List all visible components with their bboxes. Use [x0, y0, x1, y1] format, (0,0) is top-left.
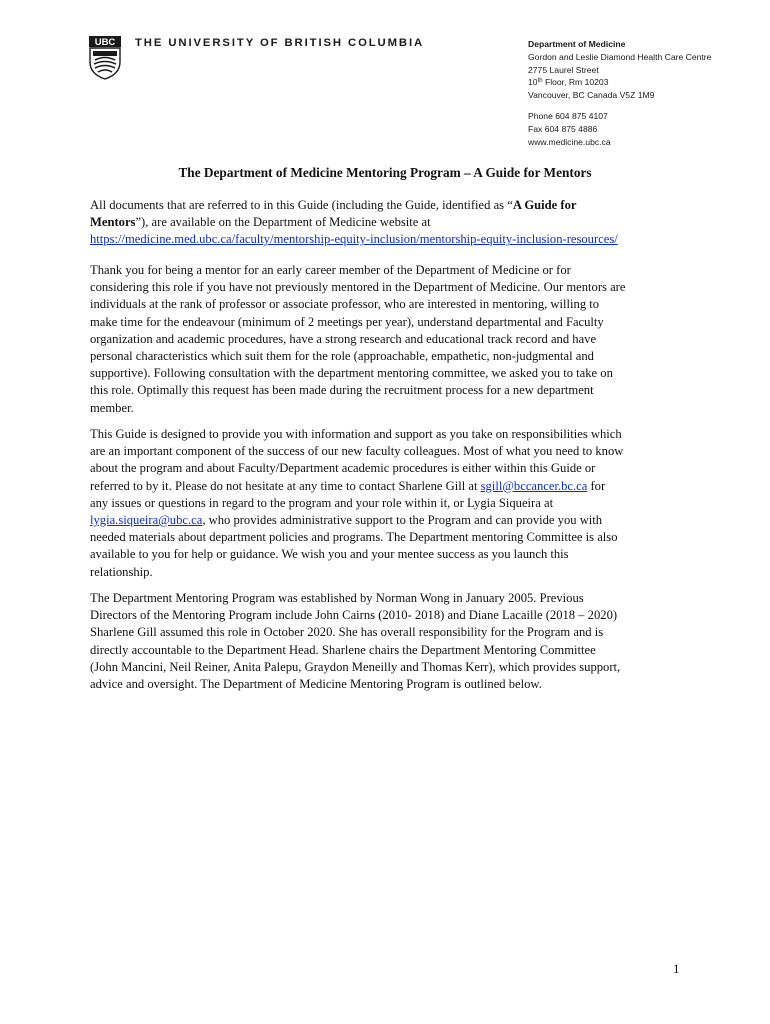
address-street: 2775 Laurel Street [528, 64, 599, 75]
p1-text-2: ”), are available on the Department of Medicine website at [135, 215, 431, 230]
address-centre: Gordon and Leslie Diamond Health Care Centre [528, 51, 712, 62]
paragraph-intro [90, 197, 686, 249]
document-title: The Department of Medicine Mentoring Program – A Guide for Mentors [178, 165, 592, 180]
text-line: this role. Optimally this request has been made during the recruitment process for a new department [90, 383, 594, 398]
text-line: available to you for help or guidance. We wish you and your mentee success as you launch this [90, 547, 569, 562]
text-line: organization and academic procedures, have a strong research and educational track record and have [90, 331, 597, 346]
text-line: member. [90, 400, 134, 415]
text-segment: , who provides administrative support to the Program and can provide you with [202, 513, 603, 528]
p1-bold-guide: A Guide for [512, 198, 577, 212]
text-line: advice and oversight. The Department of Medicine Mentoring Program is outlined below. [90, 677, 542, 692]
text-line: individuals at the rank of professor or associate professor, who are interested in mentoring, willing to [90, 297, 600, 312]
text-segment: for [587, 478, 606, 493]
text-line: considering this role if you have not previously mentored in the Department of Medicine. Our mentors are [90, 280, 626, 295]
floor-room: Floor, Rm 10203 [542, 77, 609, 88]
p1-text: All documents that are referred to in this Guide (including the Guide, identified as “ [90, 198, 513, 212]
text-line: Directors of the Mentoring Program include John Cairns (2010- 2018) and Diane Lacaille (2018 – 2020) [90, 608, 618, 623]
floor-number: 10 [528, 77, 538, 88]
text-line [90, 478, 686, 495]
text-line: Sharlene Gill assumed this role in October 2020. She has overall responsibility for the Program and is [90, 625, 604, 640]
text-line: The Department Mentoring Program was established by Norman Wong in January 2005. Previous [90, 591, 584, 605]
p1-bold-mentors: Mentors [90, 215, 136, 230]
svg-text:UBC: UBC [94, 37, 116, 48]
email-link-lygia[interactable]: lygia.siqueira@ubc.ca [90, 513, 203, 528]
paragraph-guide-purpose [90, 426, 686, 581]
email-link-sgill[interactable]: sgill@bccancer.bc.ca [480, 478, 588, 493]
paragraph-history [90, 590, 686, 693]
text-line: about the program and about Faculty/Department academic procedures is either within this Guide or [90, 461, 596, 476]
website: www.medicine.ubc.ca [528, 136, 611, 147]
text-line: Thank you for being a mentor for an early career member of the Department of Medicine or for [90, 263, 571, 277]
text-segment: referred to by it. Please do not hesitate at any time to contact Sharlene Gill at [90, 478, 481, 493]
text-line: directly accountable to the Department Head. Sharlene chairs the Department Mentoring Committee [90, 642, 596, 657]
floor-suffix: th [537, 78, 543, 85]
ubc-logo-icon [89, 36, 121, 80]
fax-number: Fax 604 875 4886 [528, 123, 598, 134]
text-line: are an important component of the success of our new faculty colleagues. Most of what you need to know [90, 444, 624, 459]
address-block [528, 38, 758, 148]
text-line: personal characteristics which suit them for the role (approachable, empathetic, non-judgmental and [90, 349, 594, 364]
page-number: 1 [673, 961, 680, 976]
resources-link[interactable]: https://medicine.med.ubc.ca/faculty/mentorship-equity-inclusion/mentorship-equity-inclusion-resources/ [90, 232, 618, 247]
paragraph-thanks [90, 262, 686, 417]
text-line [90, 512, 686, 529]
text-line: This Guide is designed to provide you with information and support as you take on responsibilities which [90, 427, 622, 441]
university-name: THE UNIVERSITY OF BRITISH COLUMBIA [135, 37, 425, 49]
address-floor [528, 76, 758, 89]
text-line: relationship. [90, 564, 153, 579]
phone-number: Phone 604 875 4107 [528, 110, 608, 121]
department-name: Department of Medicine [528, 39, 626, 49]
text-line: any issues or questions in regard to the program and your role within it, or Lygia Siqueira at [90, 495, 554, 510]
text-line: (John Mancini, Neil Reiner, Anita Palepu, Graydon Meneilly and Thomas Kerr), which provides support, [90, 659, 621, 674]
address-city: Vancouver, BC Canada V5Z 1M9 [528, 90, 655, 101]
text-line: supportive). Following consultation with the department mentoring committee, we asked you to take on [90, 366, 613, 381]
text-line: make time for the endeavour (minimum of 2 meetings per year), understand departmental and Faculty [90, 314, 604, 329]
text-line: needed materials about department policies and programs. The Department mentoring Committee is also [90, 530, 618, 545]
